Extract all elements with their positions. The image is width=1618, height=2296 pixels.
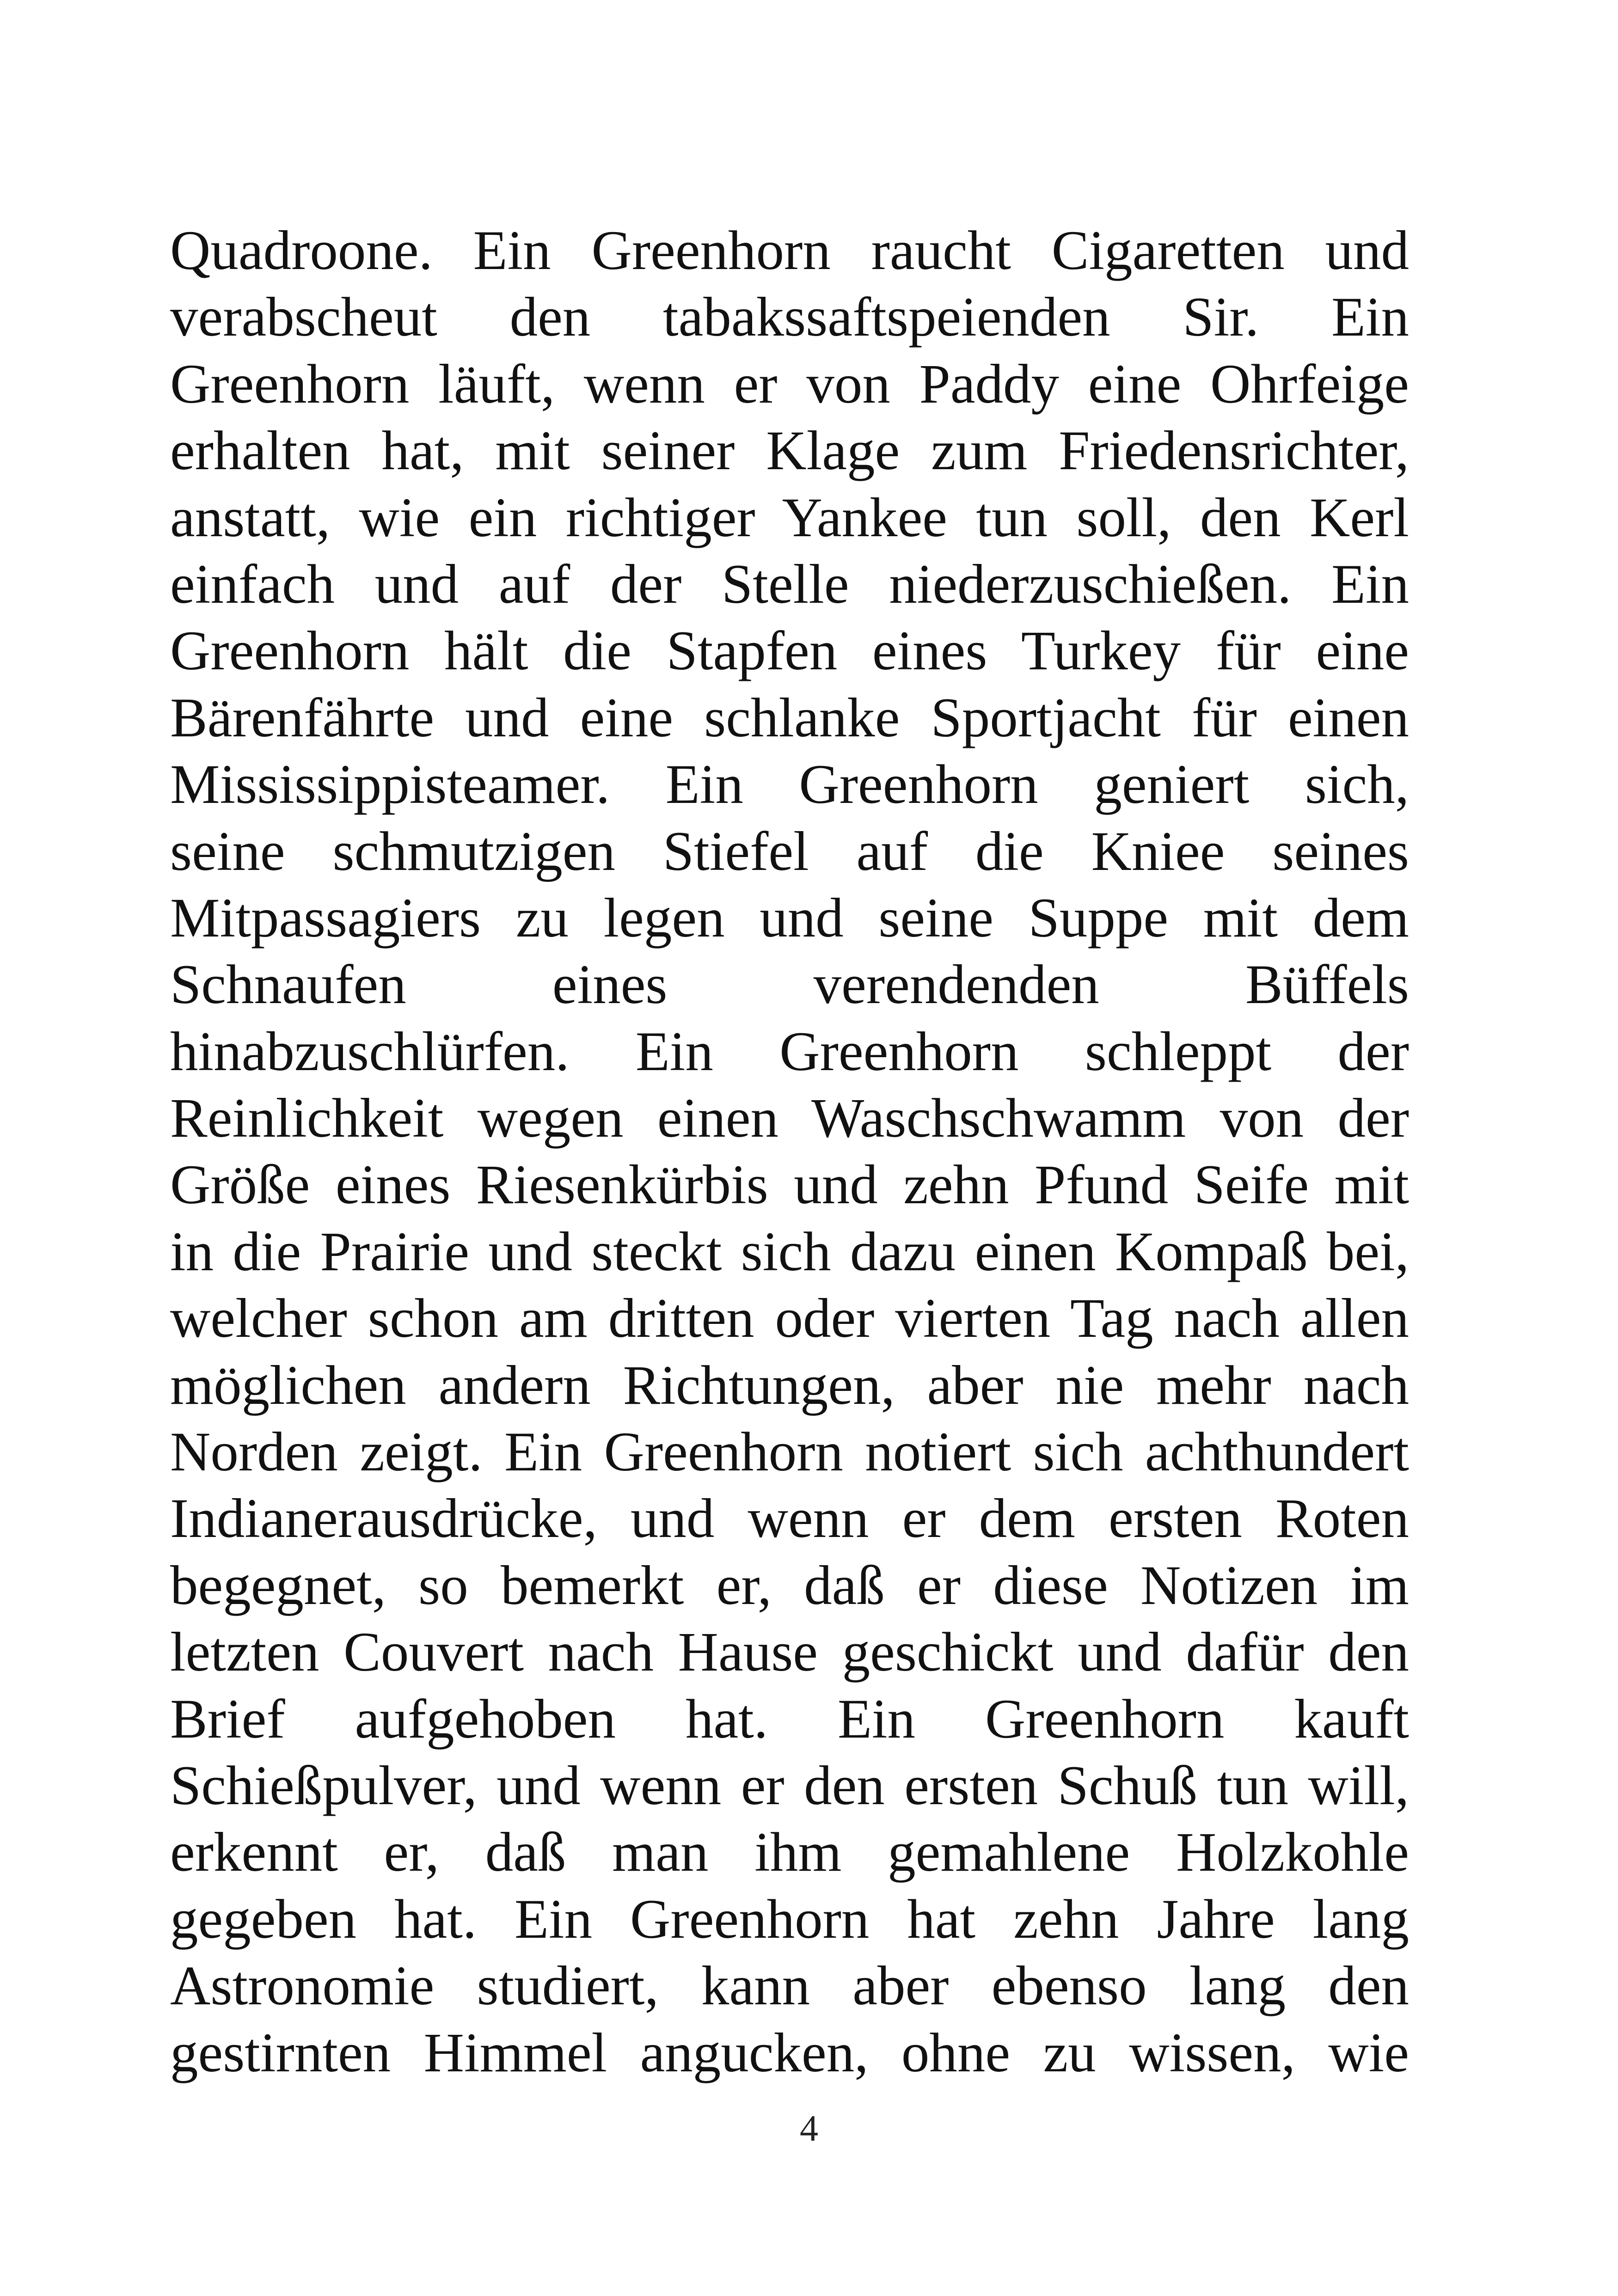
text-line: gestirnten Himmel angucken, ohne zu wissen, wie	[170, 2021, 1409, 2084]
text-line: Größe eines Riesenkürbis und zehn Pfund Seife mit	[170, 1154, 1409, 1216]
text-line: Greenhorn hält die Stapfen eines Turkey für eine	[170, 620, 1409, 682]
body-text	[170, 217, 1409, 2086]
text-line: einfach und auf der Stelle niederzuschießen. Ein	[170, 553, 1409, 615]
text-line: Norden zeigt. Ein Greenhorn notiert sich achthundert	[170, 1421, 1409, 1483]
text-line: Quadroone. Ein Greenhorn raucht Cigaretten und	[170, 220, 1409, 282]
page-number: 4	[800, 2108, 818, 2149]
text-line: hinabzuschlürfen. Ein Greenhorn schleppt der	[170, 1020, 1409, 1083]
text-line: begegnet, so bemerkt er, daß er diese Notizen im	[170, 1554, 1409, 1616]
text-line: letzten Couvert nach Hause geschickt und dafür den	[170, 1621, 1409, 1684]
text-line: verabscheut den tabakssaftspeienden Sir. Ein	[170, 286, 1409, 349]
text-line: Schießpulver, und wenn er den ersten Schuß tun will,	[170, 1754, 1409, 1817]
text-line: Bärenfährte und eine schlanke Sportjacht für einen	[170, 686, 1409, 749]
text-line: anstatt, wie ein richtiger Yankee tun soll, den Kerl	[170, 486, 1409, 549]
text-line: Greenhorn läuft, wenn er von Paddy eine Ohrfeige	[170, 353, 1409, 415]
text-line: in die Prairie und steckt sich dazu einen Kompaß bei,	[170, 1220, 1409, 1283]
text-line: Astronomie studiert, kann aber ebenso lang den	[170, 1955, 1409, 2017]
text-line: gegeben hat. Ein Greenhorn hat zehn Jahre lang	[170, 1888, 1409, 1950]
text-line: welcher schon am dritten oder vierten Tag nach allen	[170, 1287, 1409, 1350]
text-line: Schnaufen eines verendenden Büffels	[170, 954, 1409, 1016]
text-line: Indianerausdrücke, und wenn er dem ersten Roten	[170, 1488, 1409, 1550]
text-line: Reinlichkeit wegen einen Waschschwamm von der	[170, 1087, 1409, 1150]
text-line: erkennt er, daß man ihm gemahlene Holzkohle	[170, 1821, 1409, 1884]
text-line: Mitpassagiers zu legen und seine Suppe mit dem	[170, 887, 1409, 949]
text-line: seine schmutzigen Stiefel auf die Kniee seines	[170, 820, 1409, 882]
text-line: möglichen andern Richtungen, aber nie mehr nach	[170, 1354, 1409, 1416]
text-line: Brief aufgehoben hat. Ein Greenhorn kauft	[170, 1688, 1409, 1750]
text-line: erhalten hat, mit seiner Klage zum Friedensrichter,	[170, 420, 1409, 482]
text-line: Mississippisteamer. Ein Greenhorn geniert sich,	[170, 753, 1409, 816]
